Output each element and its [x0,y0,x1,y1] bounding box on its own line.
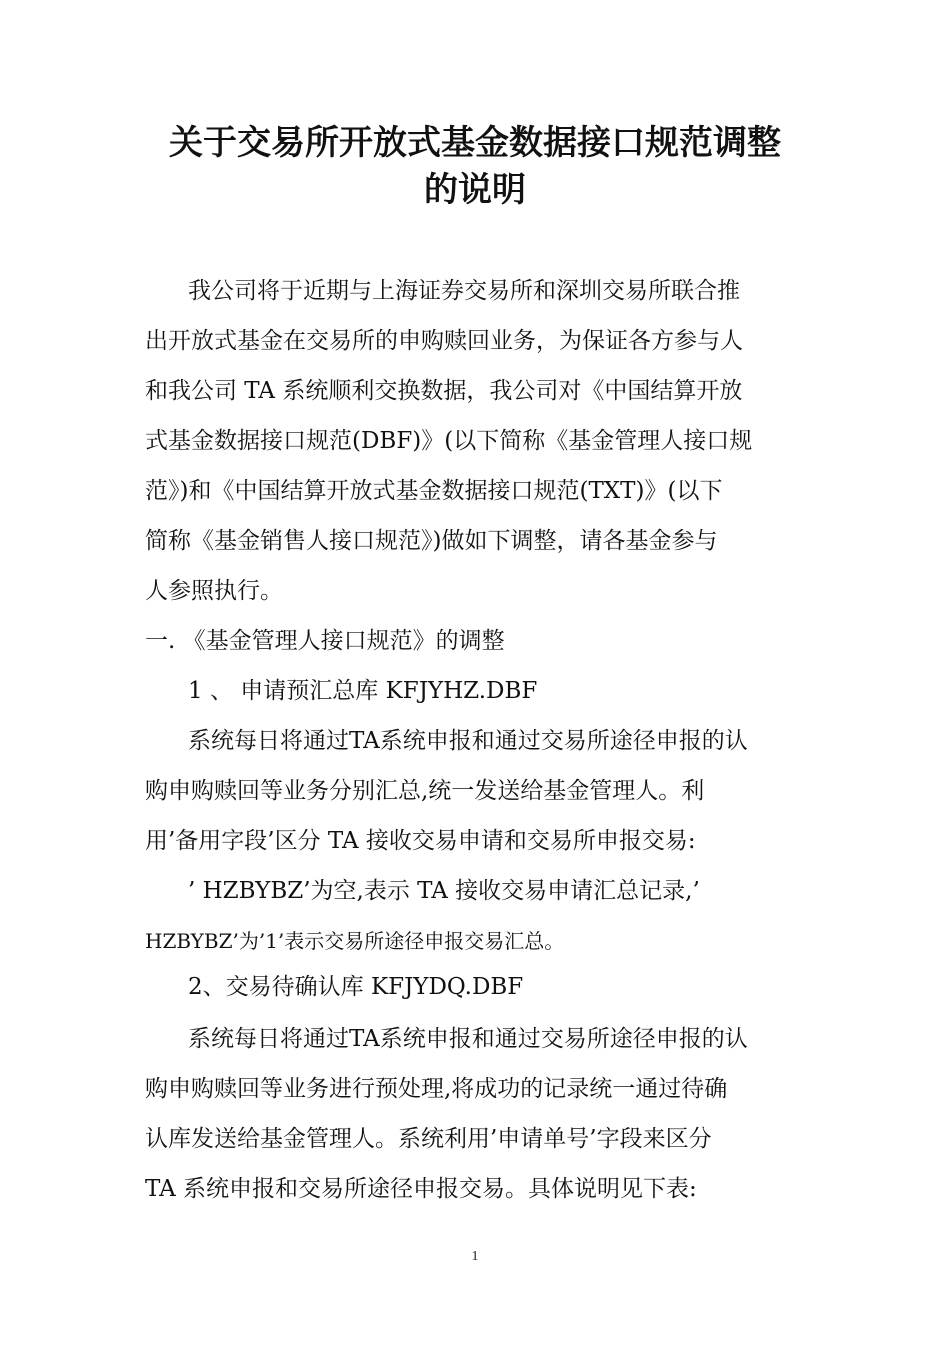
section-heading: 一. 《基金管理人接口规范》的调整 [145,628,505,654]
item-body-line: 认库发送给基金管理人。系统利用’申请单号’字段来区分 [145,1126,712,1152]
intro-line: 简称《基金销售人接口规范》)做如下调整，请各基金参与 [145,528,718,554]
intro-line: 范》)和《中国结算开放式基金数据接口规范(TXT)》(以下 [145,478,723,504]
item-heading: 2、交易待确认库 KFJYDQ.DBF [188,974,524,1000]
intro-line: 出开放式基金在交易所的申购赎回业务，为保证各方参与人 [145,328,743,354]
item-body-line: TA 系统申报和交易所途径申报交易。具体说明见下表: [145,1176,697,1202]
intro-line: 和我公司 TA 系统顺利交换数据，我公司对《中国结算开放 [145,378,743,404]
page-number: 1 [471,1249,479,1264]
document-title-line-2: 的说明 [424,170,526,210]
item-heading: 1 、 申请预汇总库 KFJYHZ.DBF [188,678,538,704]
intro-line: 式基金数据接口规范(DBF)》(以下简称《基金管理人接口规 [145,428,753,454]
item-body-line: 系统每日将通过TA系统申报和通过交易所途径申报的认 [188,1026,748,1052]
item-body-line: 购申购赎回等业务分别汇总,统一发送给基金管理人。利 [145,778,705,804]
item-body-line: 用’备用字段’区分 TA 接收交易申请和交易所申报交易: [145,828,696,854]
item-body-line: HZBYBZ’为’1’表示交易所途径申报交易汇总。 [145,929,565,953]
item-body-line: 系统每日将通过TA系统申报和通过交易所途径申报的认 [188,728,748,754]
item-body-line: ’ HZBYBZ’为空,表示 TA 接收交易申请汇总记录,’ [188,878,700,904]
item-body-line: 购申购赎回等业务进行预处理,将成功的记录统一通过待确 [145,1076,728,1102]
intro-line: 我公司将于近期与上海证券交易所和深圳交易所联合推 [188,278,740,304]
document-title-line-1: 关于交易所开放式基金数据接口规范调整 [169,123,781,163]
intro-line: 人参照执行。 [145,578,283,604]
